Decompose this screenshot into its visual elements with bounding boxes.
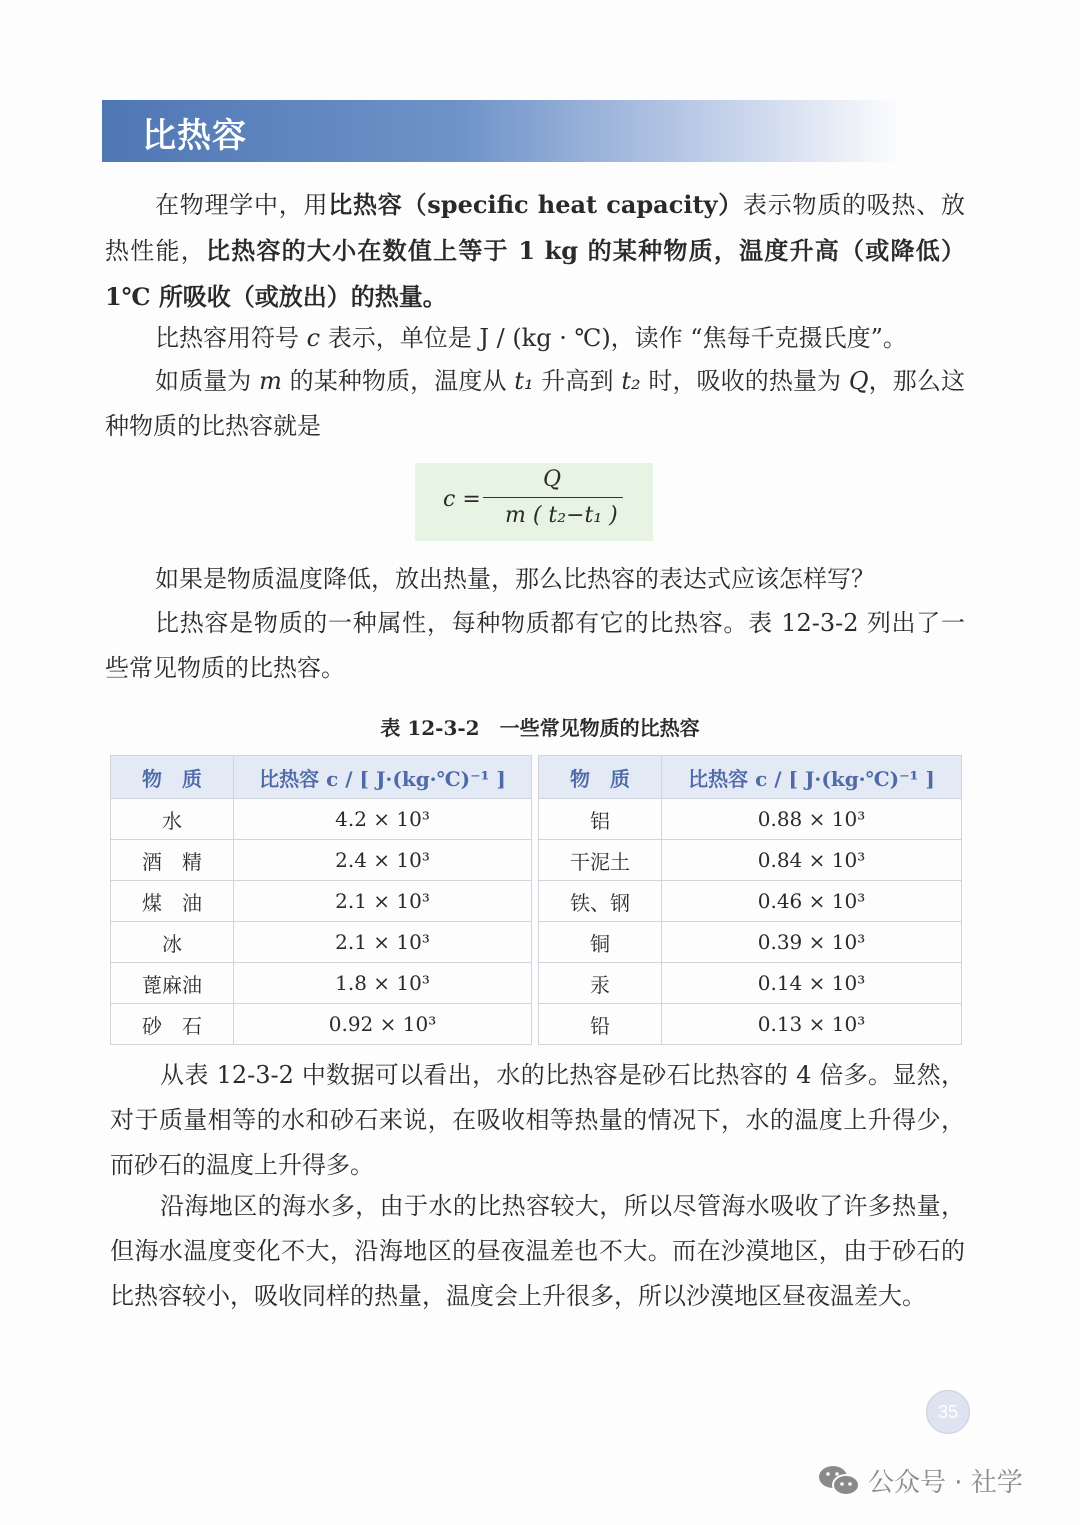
header-capacity: 比热容 c / [ J·(kg·℃)⁻¹ ]	[234, 756, 532, 799]
fraction-bar	[483, 497, 623, 498]
paragraph-unit: 比热容用符号 c 表示，单位是 J / (kg · ℃)，读作 “焦每千克摄氏度”。	[155, 324, 907, 352]
formula-box	[415, 463, 653, 541]
table-row: 铝 0.88 × 10³	[539, 799, 962, 840]
formula-numerator: Q	[543, 467, 562, 492]
table-row: 铁、钢 0.46 × 10³	[539, 881, 962, 922]
paragraph-coastal: 沿海地区的海水多，由于水的比热容较大，所以尽管海水吸收了许多热量，但海水温度变化不大，沿海地区的昼夜温差也不大。而在沙漠地区，由于砂石的比热容较小，吸收同样的热量，温度会上升很多，所以沙漠地区昼夜温差大。	[110, 1192, 965, 1310]
heat-capacity-table-left	[110, 755, 532, 1045]
paragraph-comparison: 从表 12-3-2 中数据可以看出，水的比热容是砂石比热容的 4 倍多。显然，对于质量相等的水和砂石来说，在吸收相等热量的情况下，水的温度上升得少，而砂石的温度上升得多。	[110, 1061, 965, 1179]
table-row: 蓖麻油 1.8 × 10³	[111, 963, 532, 1004]
table-row: 酒 精 2.4 × 10³	[111, 840, 532, 881]
table-row: 冰 2.1 × 10³	[111, 922, 532, 963]
section-title: 比热容	[142, 116, 247, 156]
paragraph-property: 比热容是物质的一种属性，每种物质都有它的比热容。表 12-3-2 列出了一些常见物质的比热容。	[105, 609, 965, 682]
table-row: 铜 0.39 × 10³	[539, 922, 962, 963]
table-row: 砂 石 0.92 × 10³	[111, 1004, 532, 1045]
paragraph-definition: 在物理学中，用比热容（specific heat capacity）表示物质的吸热、放热性能，比热容的大小在数值上等于 1 kg 的某种物质，温度升高（或降低）1℃ 所吸收（或放出）的热量。	[105, 190, 966, 311]
formula-lhs: c =	[443, 487, 481, 512]
heat-capacity-table-right	[538, 755, 962, 1045]
table-row: 汞 0.14 × 10³	[539, 963, 962, 1004]
paragraph-formula-intro: 如质量为 m 的某种物质，温度从 t₁ 升高到 t₂ 时，吸收的热量为 Q，那么这种物质的比热容就是	[105, 367, 965, 440]
watermark	[818, 1462, 1023, 1499]
table-row: 干泥土 0.84 × 10³	[539, 840, 962, 881]
table-row: 铅 0.13 × 10³	[539, 1004, 962, 1045]
wechat-icon	[818, 1464, 860, 1498]
paragraph-question: 如果是物质温度降低，放出热量，那么比热容的表达式应该怎样写？	[155, 565, 875, 593]
formula-denominator: m ( t₂−t₁ )	[505, 503, 618, 528]
table-row: 水 4.2 × 10³	[111, 799, 532, 840]
header-substance: 物 质	[111, 756, 234, 799]
header-capacity: 比热容 c / [ J·(kg·℃)⁻¹ ]	[662, 756, 962, 799]
page-number: 35	[926, 1390, 970, 1434]
watermark-text: 公众号 · 社学	[868, 1468, 1023, 1498]
table-row: 煤 油 2.1 × 10³	[111, 881, 532, 922]
section-banner	[102, 100, 902, 162]
header-substance: 物 质	[539, 756, 662, 799]
table-caption: 表 12-3-2 一些常见物质的比热容	[380, 716, 700, 740]
